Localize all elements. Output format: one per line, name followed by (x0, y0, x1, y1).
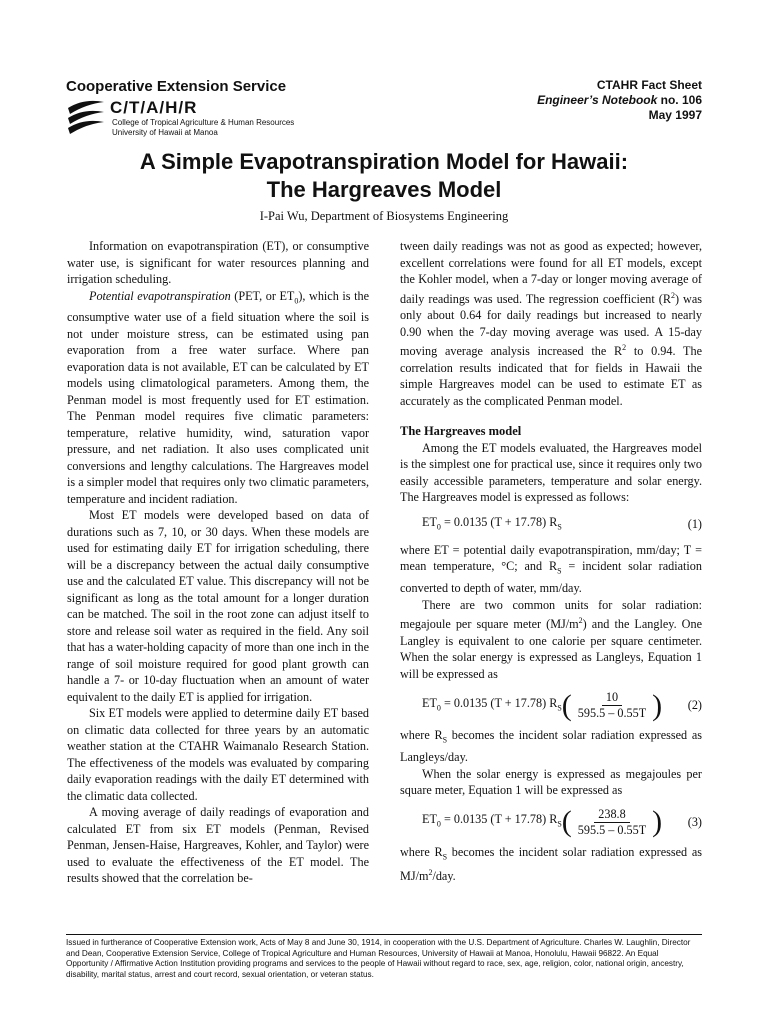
paragraph: Information on evapotranspiration (ET), or consumptive water use, is significant for water resources planning and irrigation scheduling. (67, 239, 369, 286)
paragraph: Most ET models were developed based on data of durations such as 7, 10, or 30 days. When these models are used for estimating daily ET for irrigation scheduling, there will be a discrepancy between the actual daily consumptive use and the calculated ET value. This discrepancy will not be significant as long as the total amount for a longer duration can be matched. The soil in the root zone can adjust itself to store and release soil water as required in the field. Any soil that has a water-holding capacity of more than one inch in the range of soil moisture required for good plant growth can handle a 7- or 10-day fluctuation when an amount of water equivalent to the daily ET is applied for irrigation. (67, 508, 369, 704)
paragraph: tween daily readings was not as good as expected; however, excellent correlations were found for all ET models, except the Kohler model, when a 7-day or longer moving average of daily readings was used. The regression coefficient $(R^2)$ was only about 0.64 for daily readings but increased to nearly 0.90 when the 7-day moving average was used. A 15-day moving average analysis increased the $R^2$ to 0.94. The correlation results indicated that for fields in Hawaii the simple Hargreaves model can be used to estimate ET as accurately as the complicated Penman model. (400, 239, 702, 408)
paragraph: When the solar energy is expressed as megajoules per square meter, Equation 1 will be expressed as (400, 766, 702, 797)
page-title: A Simple Evapotranspiration Model for Hawaii: The Hargreaves Model (139, 149, 629, 202)
author-line: I-Pai Wu, Department of Biosystems Engineering (259, 209, 509, 223)
paragraph: Potential evapotranspiration (PET, or $ET_0$), which is the consumptive water use of a field situation where the soil is not under moisture stress, can be estimated using pan evaporation from a free water surface. Where pan evaporation data is not available, ET can be calculated by ET models using climatological parameters. Among them, the Penman model is most frequently used for ET estimation. The Penman model requires five climatic parameters: temperature, relative humidity, wind, saturation vapor pressure, and net radiation. It also uses complicated unit conversions and lengthy calculations. The Hargreaves model is a simpler model that requires only two climatic parameters, temperature and incident radiation. (67, 288, 369, 506)
left-column (67, 238, 369, 887)
page-header (66, 78, 702, 140)
paragraph: There are two common units for solar radiation: megajoule per square meter $(MJ/m^2)$ and the Langley. One Langley is equivalent to one calorie per square centimeter. When the solar energy is expressed as Langleys, Equation 1 will be expressed as (400, 597, 702, 681)
paragraph: Six ET models were applied to determine daily ET based on climatic data collected for three years by an automatic weather station at the CTAHR Waimanalo Research Station. The effectiveness of the models was evaluated by comparing daily evaporation readings with the daily ET determined with the climatic data collected. (67, 706, 369, 803)
paragraph: where $R_S$ becomes the incident solar radiation expressed as Langleys/day. (400, 728, 702, 764)
paragraph: Among the ET models evaluated, the Hargreaves model is the simplest one for practical use, since it requires only two easily accessible parameters, temperature and solar energy. The Hargreaves model is expressed as follows: (400, 440, 702, 505)
paragraph: where $R_S$ becomes the incident solar radiation expressed as $MJ/m^2$/day. (400, 844, 702, 884)
equation-3: $ET_0 = 0.0135$ (T + 17.78) $R_S$ ( $\frac{238.8}{595.5 - 0.55T}$ ) (3) (422, 805, 702, 838)
logo-swoosh-icon (66, 98, 106, 140)
service-name: Cooperative Extension Service (66, 78, 287, 95)
section-heading: The Hargreaves model (400, 424, 522, 439)
ctahr-logo (66, 98, 366, 142)
paragraph: A moving average of daily readings of evaporation and calculated ET from six ET models (Penman, Revised Penman, Jensen-Haise, Hargreaves, Kohler, and Taylor) were used to evaluate the effectiveness of the ET model. The results showed that the correlation be- (67, 805, 369, 886)
logo-text: C/T/A/H/R (110, 98, 198, 117)
footer-notice: Issued in furtherance of Cooperative Extension work, Acts of May 8 and June 30, 1914, in cooperation with the U.S. Department of Agriculture. Charles W. Laughlin, Director and Dean, Cooperative Extension Service, College of Tropical Agriculture and Human Resources, University of Hawaii at Manoa, Honolulu, Hawaii 96822. An Equal Opportunity / Affirmative Action Institution providing programs and services to the people of Hawaii without regard to race, sex, age, religion, color, national origin, ancestry, disability, marital status, arrest and court record, sexual orientation, or veteran status. (66, 934, 702, 980)
college-name: College of Tropical Agriculture & Human Resources University of Hawaii at Manoa (112, 118, 295, 137)
fact-sheet-info: CTAHR Fact Sheet Engineer’s Notebook no. 106 May 1997 (537, 78, 702, 122)
right-column (400, 238, 702, 885)
paragraph: where ET = potential daily evapotranspiration, mm/day; T = mean temperature, °C; and $R_S$ = incident solar radiation converted to depth of water, mm/day. (400, 542, 702, 595)
equation-2: $ET_0 = 0.0135$ (T + 17.78) $R_S$ ( $\frac{10}{595.5 - 0.55T}$ ) (2) (422, 688, 702, 722)
equation-1: $ET_0 = 0.0135$ (T + 17.78) $R_S$ (1) (422, 514, 702, 532)
